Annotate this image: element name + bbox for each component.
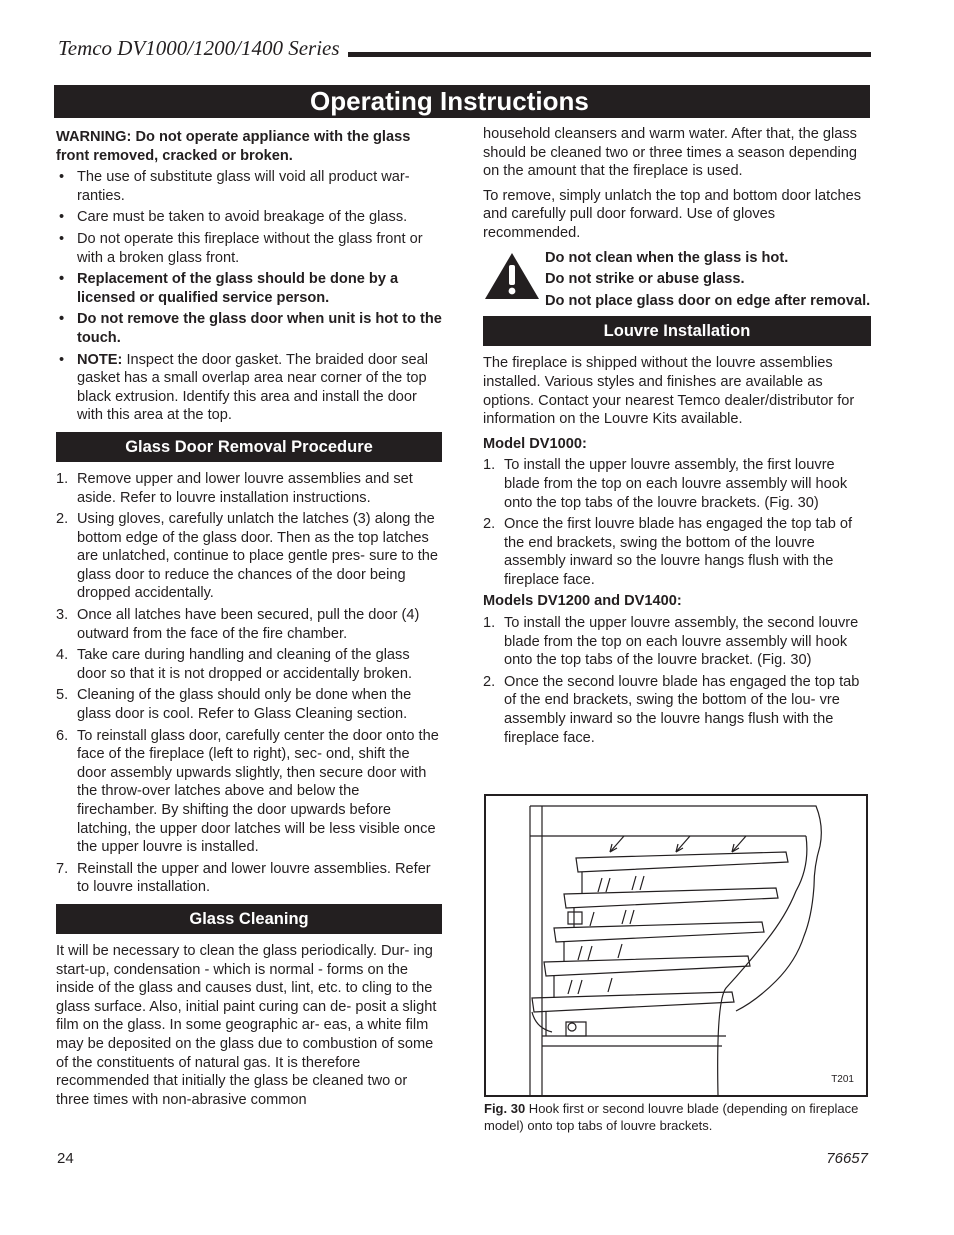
list-item xyxy=(483,614,871,670)
step-number: 2. xyxy=(56,511,69,528)
list-item xyxy=(56,606,442,643)
model-dv1000-label: Model DV1000: xyxy=(483,435,587,452)
warning-line: Do not strike or abuse glass. xyxy=(545,271,745,288)
header-rule xyxy=(348,52,871,57)
list-item: • The use of substitute glass will void all product war- ranties. xyxy=(56,168,442,205)
step-number: 5. xyxy=(56,687,69,704)
step-text: Once the second louvre blade has engaged the top tab of the end brackets, swing the bottom of the lou- vre assembly inward so the louvre hangs flush with the fireplace face. xyxy=(504,673,860,746)
list-item xyxy=(56,470,442,507)
step-number: 3. xyxy=(56,607,69,624)
louvre-diagram xyxy=(486,796,866,1095)
louvre-intro-text: The fireplace is shipped without the louvre assemblies installed. Various styles and finishes are available as options. Contact your nearest Temco dealer/distributor for information on the Louvre Kits available. xyxy=(483,355,855,428)
list-item xyxy=(56,351,442,425)
step-text: Once all latches have been secured, pull the door (4) outward from the face of the fire chamber. xyxy=(77,607,420,642)
list-item xyxy=(56,860,442,897)
step-number: 1. xyxy=(483,457,496,474)
list-item xyxy=(56,727,442,857)
figure-caption xyxy=(484,1100,868,1134)
step-text: Once the first louvre blade has engaged the top tab of the end brackets, swing the bottom of the louvre assembly inward so the louvre hangs flush with the fireplace face. xyxy=(504,516,853,588)
warning-text: WARNING: Do not operate appliance with the glass front removed, cracked or broken. xyxy=(56,129,411,164)
warning-triangle-icon xyxy=(483,251,541,301)
step-number: 2. xyxy=(483,673,496,690)
warning-line: Do not clean when the glass is hot. xyxy=(545,249,789,266)
warning-block xyxy=(483,249,871,311)
warning-line: Do not place glass door on edge after removal. xyxy=(545,292,871,309)
step-text: Remove upper and lower louvre assemblies and set aside. Refer to louvre installation instructions. xyxy=(77,470,413,506)
figure-30 xyxy=(484,794,868,1097)
step-text: To install the upper louvre assembly, the first louvre blade from the top on each louvre assembly will hook onto the top tabs of the louvre brackets. (Fig. 30) xyxy=(504,457,848,511)
step-number: 1. xyxy=(483,615,496,632)
step-number: 2. xyxy=(483,516,496,533)
figure-caption-text: Hook first or second louvre blade (depending on fireplace model) onto top tabs of louvre brackets. xyxy=(484,1101,859,1133)
list-item xyxy=(483,456,871,512)
list-item xyxy=(56,510,442,603)
step-number: 1. xyxy=(56,470,69,487)
list-item xyxy=(483,515,871,589)
model-dv1200-dv1400-label: Models DV1200 and DV1400: xyxy=(483,593,682,610)
step-text: To reinstall glass door, carefully center the door onto the face of the fireplace (left to right), sec- ond, shift the door assembly upwards slightly, then secure door with the throw-over latches above and below the firechamber. By shifting the door upwards before latching, the upper door latches will be less visible once the upper louvre is installed. xyxy=(77,727,439,856)
glass-bullet-list xyxy=(56,168,442,425)
document-number: 76657 xyxy=(826,1150,868,1167)
glass-door-removal-heading: Glass Door Removal Procedure xyxy=(56,432,442,462)
step-text: Using gloves, carefully unlatch the latches (3) along the bottom edge of the glass door. Then as the top latches are unlatched, continue to place gentle pres- sure to the glass door to reduce the chances of the door being dropped accidentally. xyxy=(77,511,439,602)
list-item: • Do not remove the glass door when unit is hot to the touch. xyxy=(56,310,442,347)
list-item xyxy=(56,646,442,683)
step-number: 4. xyxy=(56,647,69,664)
list-item xyxy=(483,673,871,747)
step-number: 7. xyxy=(56,860,69,877)
page-title: Operating Instructions xyxy=(54,85,870,118)
left-column xyxy=(56,128,442,1115)
list-item: • Do not operate this fireplace without the glass front or with a broken glass front. xyxy=(56,230,442,267)
figure-label: Fig. 30 xyxy=(484,1101,526,1116)
step-text: Reinstall the upper and lower louvre assemblies. Refer to louvre installation. xyxy=(77,860,431,896)
figure-code: T201 xyxy=(831,1074,854,1085)
note-text: Inspect the door gasket. The braided door seal gasket has a small overlap area near corner of the top black extrusion. Identify this area and install the door with this area at the top. xyxy=(77,351,428,424)
list-item xyxy=(56,686,442,723)
series-title: Temco DV1000/1200/1400 Series xyxy=(58,36,340,60)
glass-door-steps xyxy=(56,470,442,897)
remove-text: To remove, simply unlatch the top and bottom door latches and carefully pull door forward. Use of gloves recommended. xyxy=(483,187,862,241)
step-text: Take care during handling and cleaning of the glass door so that it is not dropped or accidentally broken. xyxy=(77,647,413,682)
glass-cleaning-text: It will be necessary to clean the glass periodically. Dur- ing start-up, condensation - which is normal - forms on the inside of the glass and causes dust, lint, etc. to cling to the glass surface. Also, initial paint curing can de- posit a slight film on the glass. In some geographic ar- eas, a white film may be deposited on the glass due to combustion of some of the constituents of natural gas. It is therefore recommended that initially the glass be cleaned two or three times with non-abrasive common xyxy=(56,942,437,1108)
page-number: 24 xyxy=(57,1150,74,1167)
step-text: To install the upper louvre assembly, the second louvre blade from the top on each louvre assembly will hook onto the top tabs of the louvre bracket. (Fig. 30) xyxy=(504,615,859,669)
glass-cleaning-heading: Glass Cleaning xyxy=(56,904,442,934)
right-column xyxy=(483,125,871,750)
cleaning-continued-text: household cleansers and warm water. After that, the glass should be cleaned two or three times a season depending on the amount that the fireplace is used. xyxy=(483,126,858,180)
model-dv1000-steps xyxy=(483,456,871,589)
list-item: • Replacement of the glass should be done by a licensed or qualified service person. xyxy=(56,270,442,307)
list-item: • Care must be taken to avoid breakage of the glass. xyxy=(56,208,442,227)
note-label: NOTE: xyxy=(77,351,123,368)
model-dv1200-dv1400-steps xyxy=(483,614,871,747)
step-text: Cleaning of the glass should only be done when the glass door is cool. Refer to Glass Cleaning section. xyxy=(77,687,412,723)
louvre-installation-heading: Louvre Installation xyxy=(483,316,871,346)
step-number: 6. xyxy=(56,727,69,744)
